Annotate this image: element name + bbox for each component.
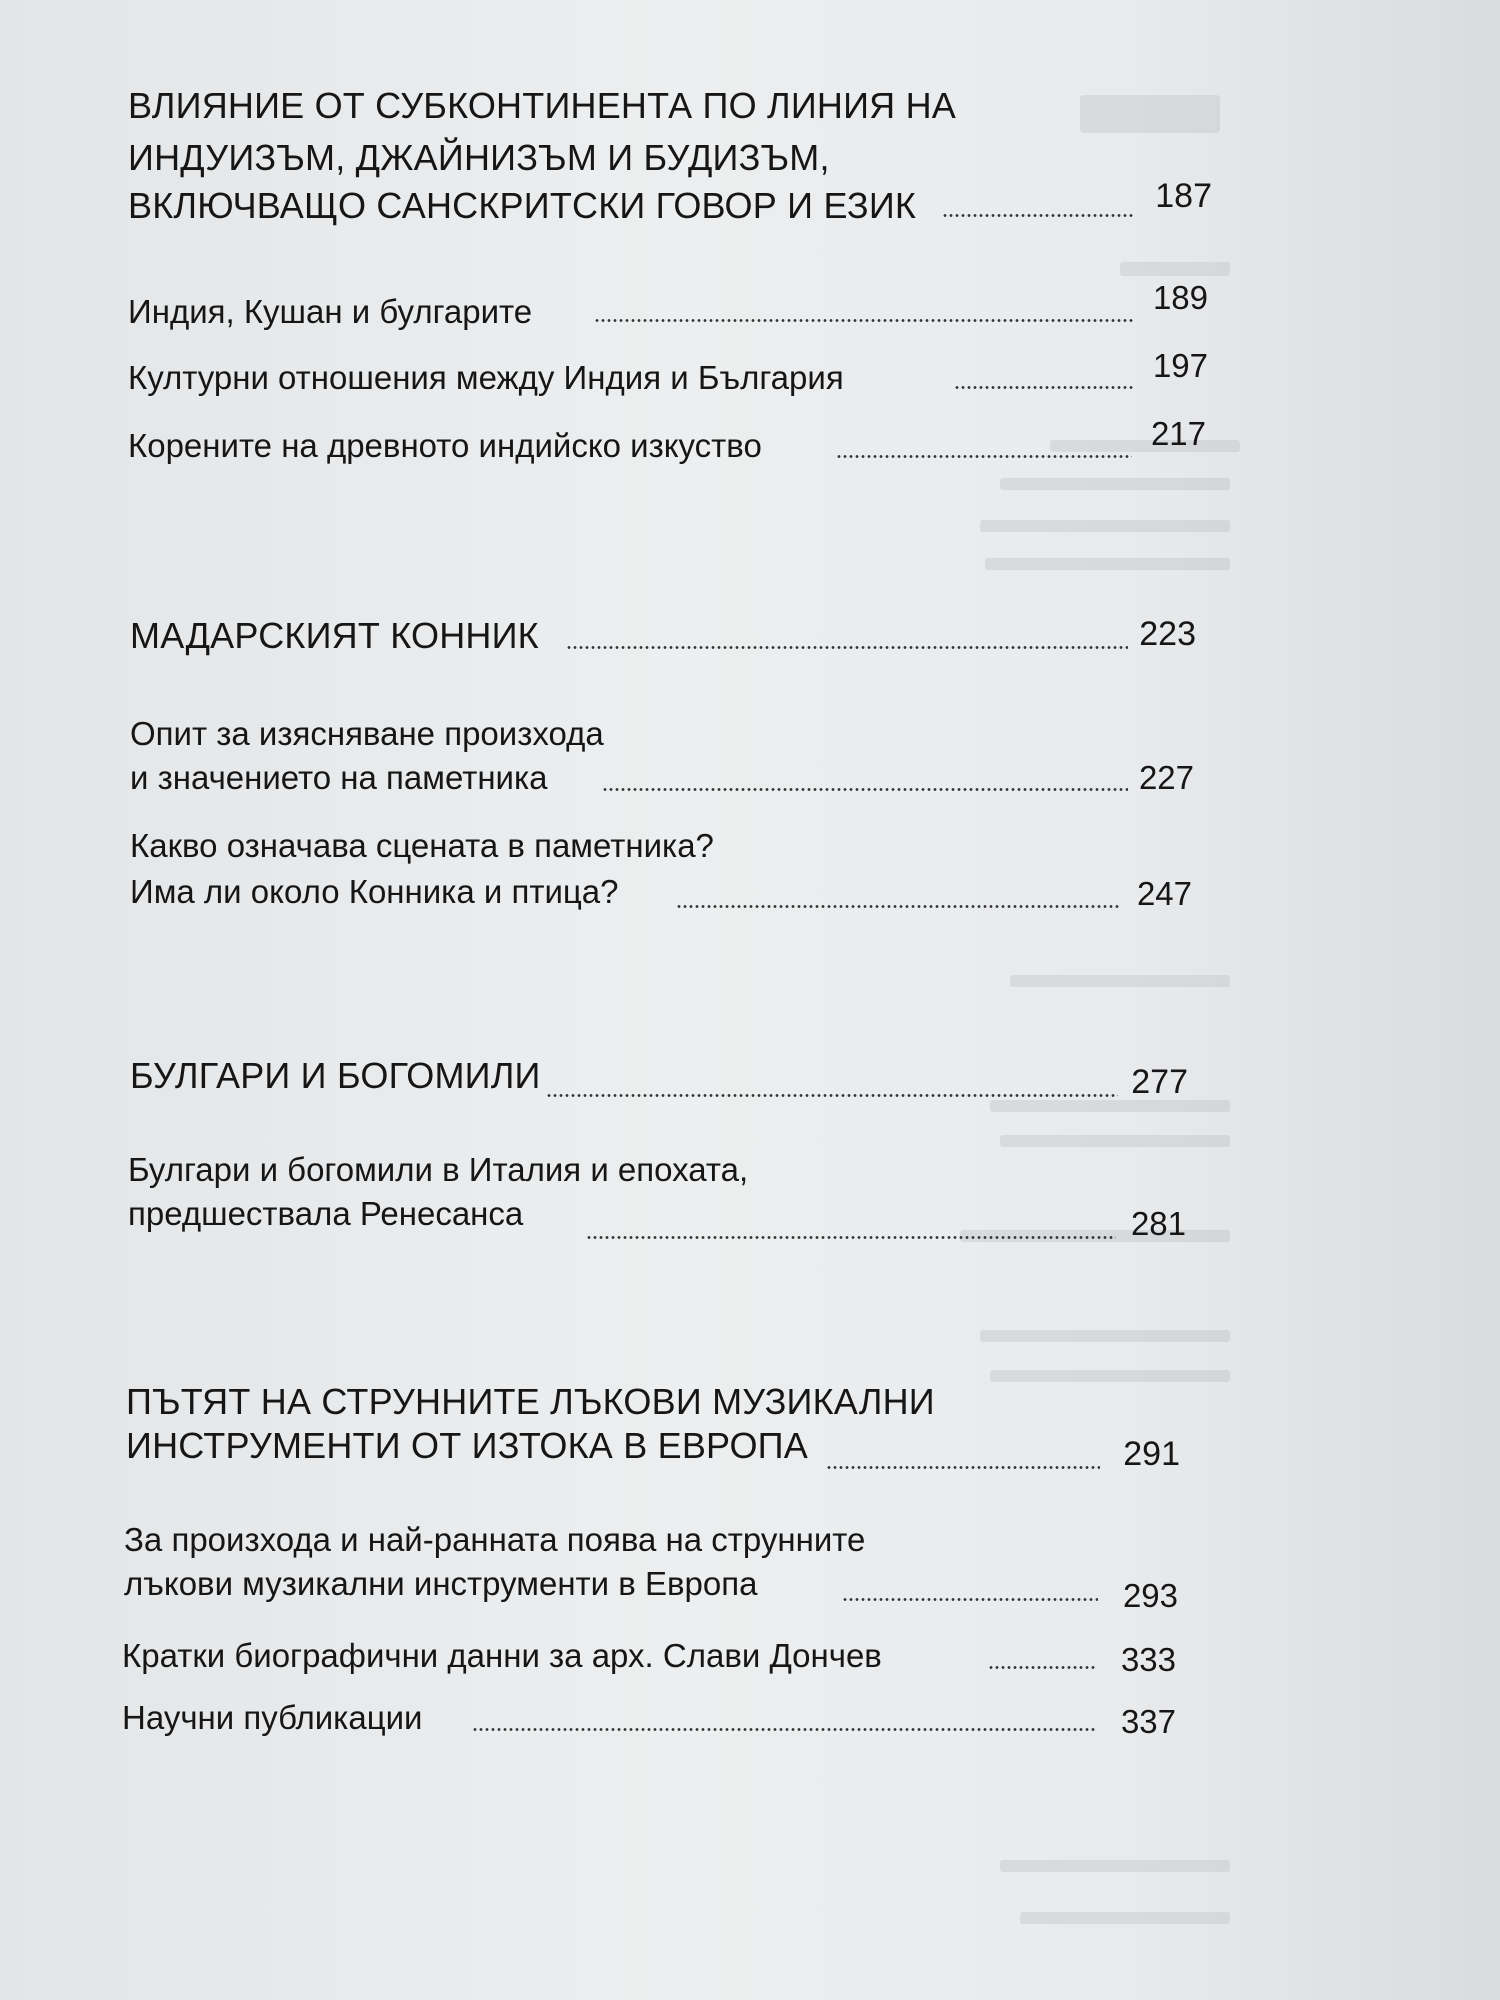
item-title-line[interactable]: лъкови музикални инструменти в Европа [124,1565,758,1602]
page-number[interactable]: 293 [1122,1577,1178,1614]
item-title-line[interactable]: Индия, Кушан и булгарите [128,293,533,330]
item-title-line[interactable]: Какво означава сцената в паметника? [130,827,714,864]
chapter-title-line[interactable]: МАДАРСКИЯТ КОННИК [130,615,539,656]
leader-dots [594,319,1134,322]
leader-dots [988,1666,1096,1669]
page-number[interactable]: 227 [1138,759,1194,796]
chapter-title-line[interactable]: ВКЛЮЧВАЩО САНСКРИТСКИ ГОВОР И ЕЗИК [128,185,917,226]
chapter-title-line[interactable]: ВЛИЯНИЕ ОТ СУБКОНТИНЕНТА ПО ЛИНИЯ НА [128,85,956,126]
page-number[interactable]: 337 [1120,1703,1176,1740]
chapter-title-line[interactable]: БУЛГАРИ И БОГОМИЛИ [130,1055,541,1096]
leader-dots [472,1728,1096,1731]
page-number[interactable]: 277 [1131,1063,1188,1101]
item-title-line[interactable]: Има ли около Конника и птица? [130,873,619,910]
item-title-line[interactable]: Научни публикации [122,1699,423,1736]
page-number[interactable]: 217 [1150,415,1206,452]
item-title-line[interactable]: предшествала Ренесанса [128,1195,524,1232]
page-number[interactable]: 281 [1130,1205,1186,1242]
chapter-title-line[interactable]: ПЪТЯТ НА СТРУННИТЕ ЛЪКОВИ МУЗИКАЛНИ [126,1381,935,1422]
page-number[interactable]: 333 [1120,1641,1176,1678]
leader-dots [676,905,1120,908]
page-number[interactable]: 187 [1155,177,1212,215]
item-title-line[interactable]: Кратки биографични данни за арх. Слави Дончев [122,1637,882,1674]
leader-dots [942,214,1134,217]
item-title-line[interactable]: За произхода и най-ранната поява на струнните [124,1521,866,1558]
chapter-title-line[interactable]: ИНДУИЗЪМ, ДЖАЙНИЗЪМ И БУДИЗЪМ, [128,137,830,178]
chapter-title-line[interactable]: ИНСТРУМЕНТИ ОТ ИЗТОКА В ЕВРОПА [126,1425,808,1466]
leader-dots [566,646,1128,649]
leader-dots [826,1466,1100,1469]
item-title-line[interactable]: Опит за изясняване произхода [130,715,604,752]
page-number[interactable]: 223 [1139,615,1196,653]
leader-dots [586,1236,1116,1239]
page-number[interactable]: 189 [1152,279,1208,316]
leader-dots [836,455,1132,458]
item-title-line[interactable]: Корените на древното индийско изкуство [128,427,762,464]
item-title-line[interactable]: Булгари и богомили в Италия и епохата, [128,1151,749,1188]
leader-dots [546,1094,1118,1097]
page-number[interactable]: 197 [1152,347,1208,384]
leader-dots [842,1598,1098,1601]
page-number[interactable]: 291 [1123,1435,1180,1473]
item-title-line[interactable]: и значението на паметника [130,759,548,796]
page-number[interactable]: 247 [1136,875,1192,912]
leader-dots [602,788,1128,791]
leader-dots [954,386,1134,389]
item-title-line[interactable]: Културни отношения между Индия и България [128,359,844,396]
